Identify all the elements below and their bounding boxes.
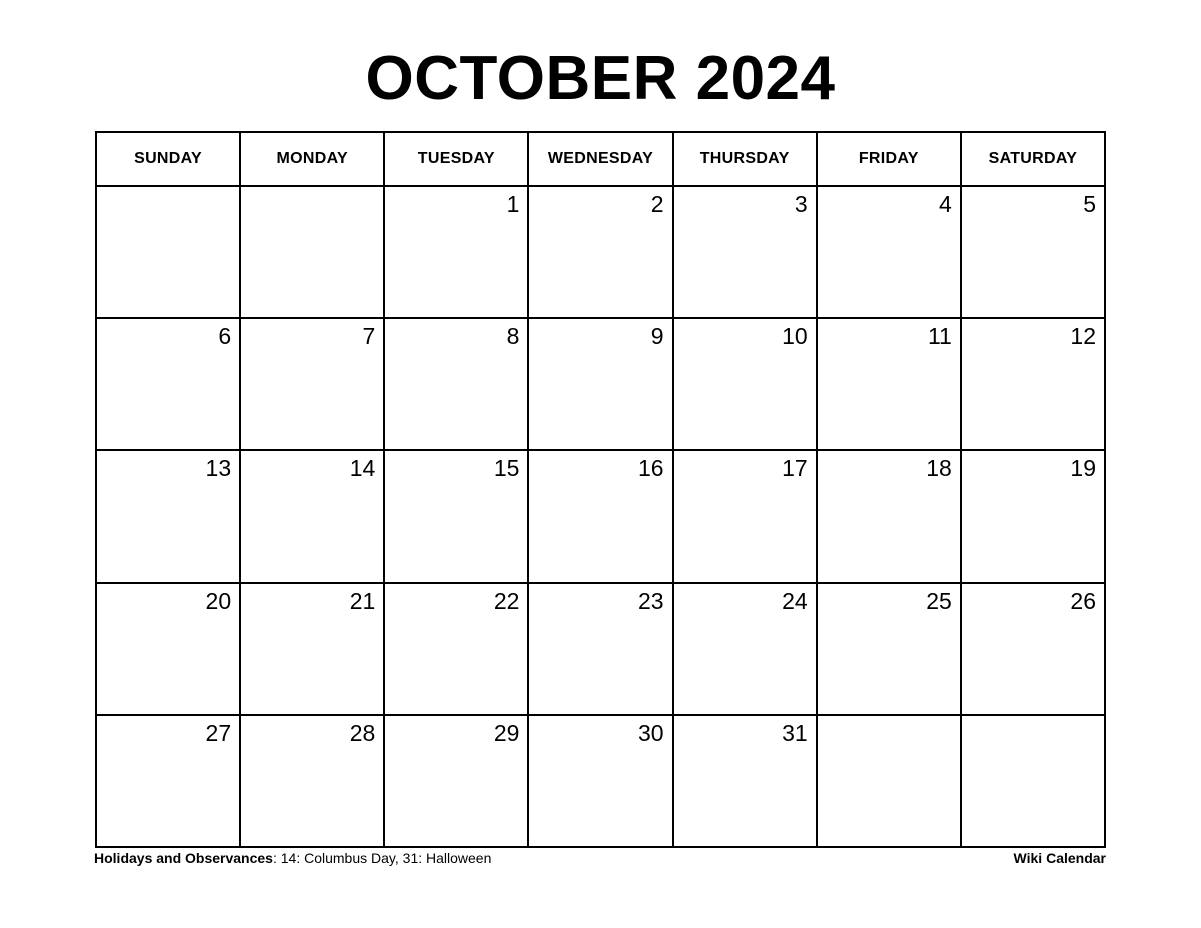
day-cell	[961, 715, 1105, 847]
day-cell	[240, 583, 384, 715]
day-number: 29	[493, 719, 520, 746]
day-cell	[673, 186, 817, 318]
holidays-list: : 14: Columbus Day, 31: Halloween	[272, 850, 492, 866]
day-number: 9	[650, 323, 664, 350]
day-number	[818, 716, 960, 720]
day-cell	[673, 450, 817, 582]
day-cell	[96, 318, 240, 450]
day-number: 31	[782, 719, 808, 746]
day-number	[962, 716, 1104, 720]
day-cell	[673, 583, 817, 715]
day-number: 4	[939, 191, 952, 217]
day-number: 18	[926, 455, 952, 482]
day-cell	[961, 450, 1105, 582]
day-number: 24	[782, 587, 808, 614]
holidays-note	[94, 850, 491, 866]
day-number: 14	[349, 455, 376, 482]
weekday-friday: FRIDAY	[817, 132, 961, 186]
day-number: 3	[794, 191, 808, 217]
day-number: 27	[205, 719, 232, 746]
day-number: 20	[205, 587, 232, 614]
day-cell	[528, 186, 672, 318]
week-row	[96, 186, 1105, 318]
day-number: 2	[650, 191, 664, 217]
day-cell	[384, 450, 528, 582]
day-number: 28	[349, 719, 376, 746]
day-cell	[961, 583, 1105, 715]
weekday-sunday: SUNDAY	[96, 132, 240, 186]
day-number: 25	[926, 587, 952, 614]
weekday-saturday: SATURDAY	[961, 132, 1105, 186]
day-cell	[96, 583, 240, 715]
day-cell	[961, 186, 1105, 318]
day-number: 12	[1070, 323, 1096, 350]
day-number: 16	[637, 455, 664, 482]
week-row	[96, 715, 1105, 847]
week-row	[96, 318, 1105, 450]
day-cell	[961, 318, 1105, 450]
day-number: 22	[493, 587, 520, 614]
day-number: 23	[637, 587, 664, 614]
day-number: 6	[218, 323, 232, 350]
day-cell	[240, 186, 384, 318]
day-number: 30	[637, 719, 664, 746]
calendar-title: OCTOBER 2024	[365, 44, 836, 113]
day-cell	[817, 450, 961, 582]
day-number: 26	[1070, 587, 1096, 614]
holidays-label: Holidays and Observances	[94, 850, 273, 866]
day-cell	[384, 318, 528, 450]
day-cell	[528, 583, 672, 715]
month-grid	[95, 131, 1106, 848]
day-cell	[817, 318, 961, 450]
day-cell	[384, 715, 528, 847]
week-row	[96, 450, 1105, 582]
weekday-thursday: THURSDAY	[673, 132, 817, 186]
day-cell	[673, 318, 817, 450]
brand-credit: Wiki Calendar	[1013, 850, 1106, 866]
day-number: 7	[362, 323, 376, 350]
day-cell	[528, 318, 672, 450]
day-cell	[240, 715, 384, 847]
weekday-header-row	[96, 132, 1105, 186]
weekday-wednesday: WEDNESDAY	[528, 132, 672, 186]
day-number: 5	[1083, 191, 1096, 217]
day-number: 11	[927, 323, 952, 350]
weekday-monday: MONDAY	[240, 132, 384, 186]
day-cell	[96, 715, 240, 847]
day-number: 15	[493, 455, 520, 482]
day-cell	[528, 450, 672, 582]
day-cell	[384, 583, 528, 715]
day-number	[241, 187, 383, 191]
weekday-tuesday: TUESDAY	[384, 132, 528, 186]
day-cell	[96, 450, 240, 582]
day-number: 17	[782, 455, 808, 482]
day-cell	[384, 186, 528, 318]
day-number: 21	[349, 587, 376, 614]
day-cell	[673, 715, 817, 847]
day-cell	[240, 450, 384, 582]
day-number: 10	[782, 323, 808, 350]
day-number: 1	[506, 191, 520, 217]
day-cell	[240, 318, 384, 450]
day-number	[97, 187, 239, 191]
day-cell	[528, 715, 672, 847]
week-row	[96, 583, 1105, 715]
day-cell	[817, 186, 961, 318]
day-number: 13	[205, 455, 232, 482]
day-cell	[96, 186, 240, 318]
day-number: 8	[506, 323, 520, 350]
day-number: 19	[1070, 455, 1096, 482]
day-cell	[817, 715, 961, 847]
day-cell	[817, 583, 961, 715]
